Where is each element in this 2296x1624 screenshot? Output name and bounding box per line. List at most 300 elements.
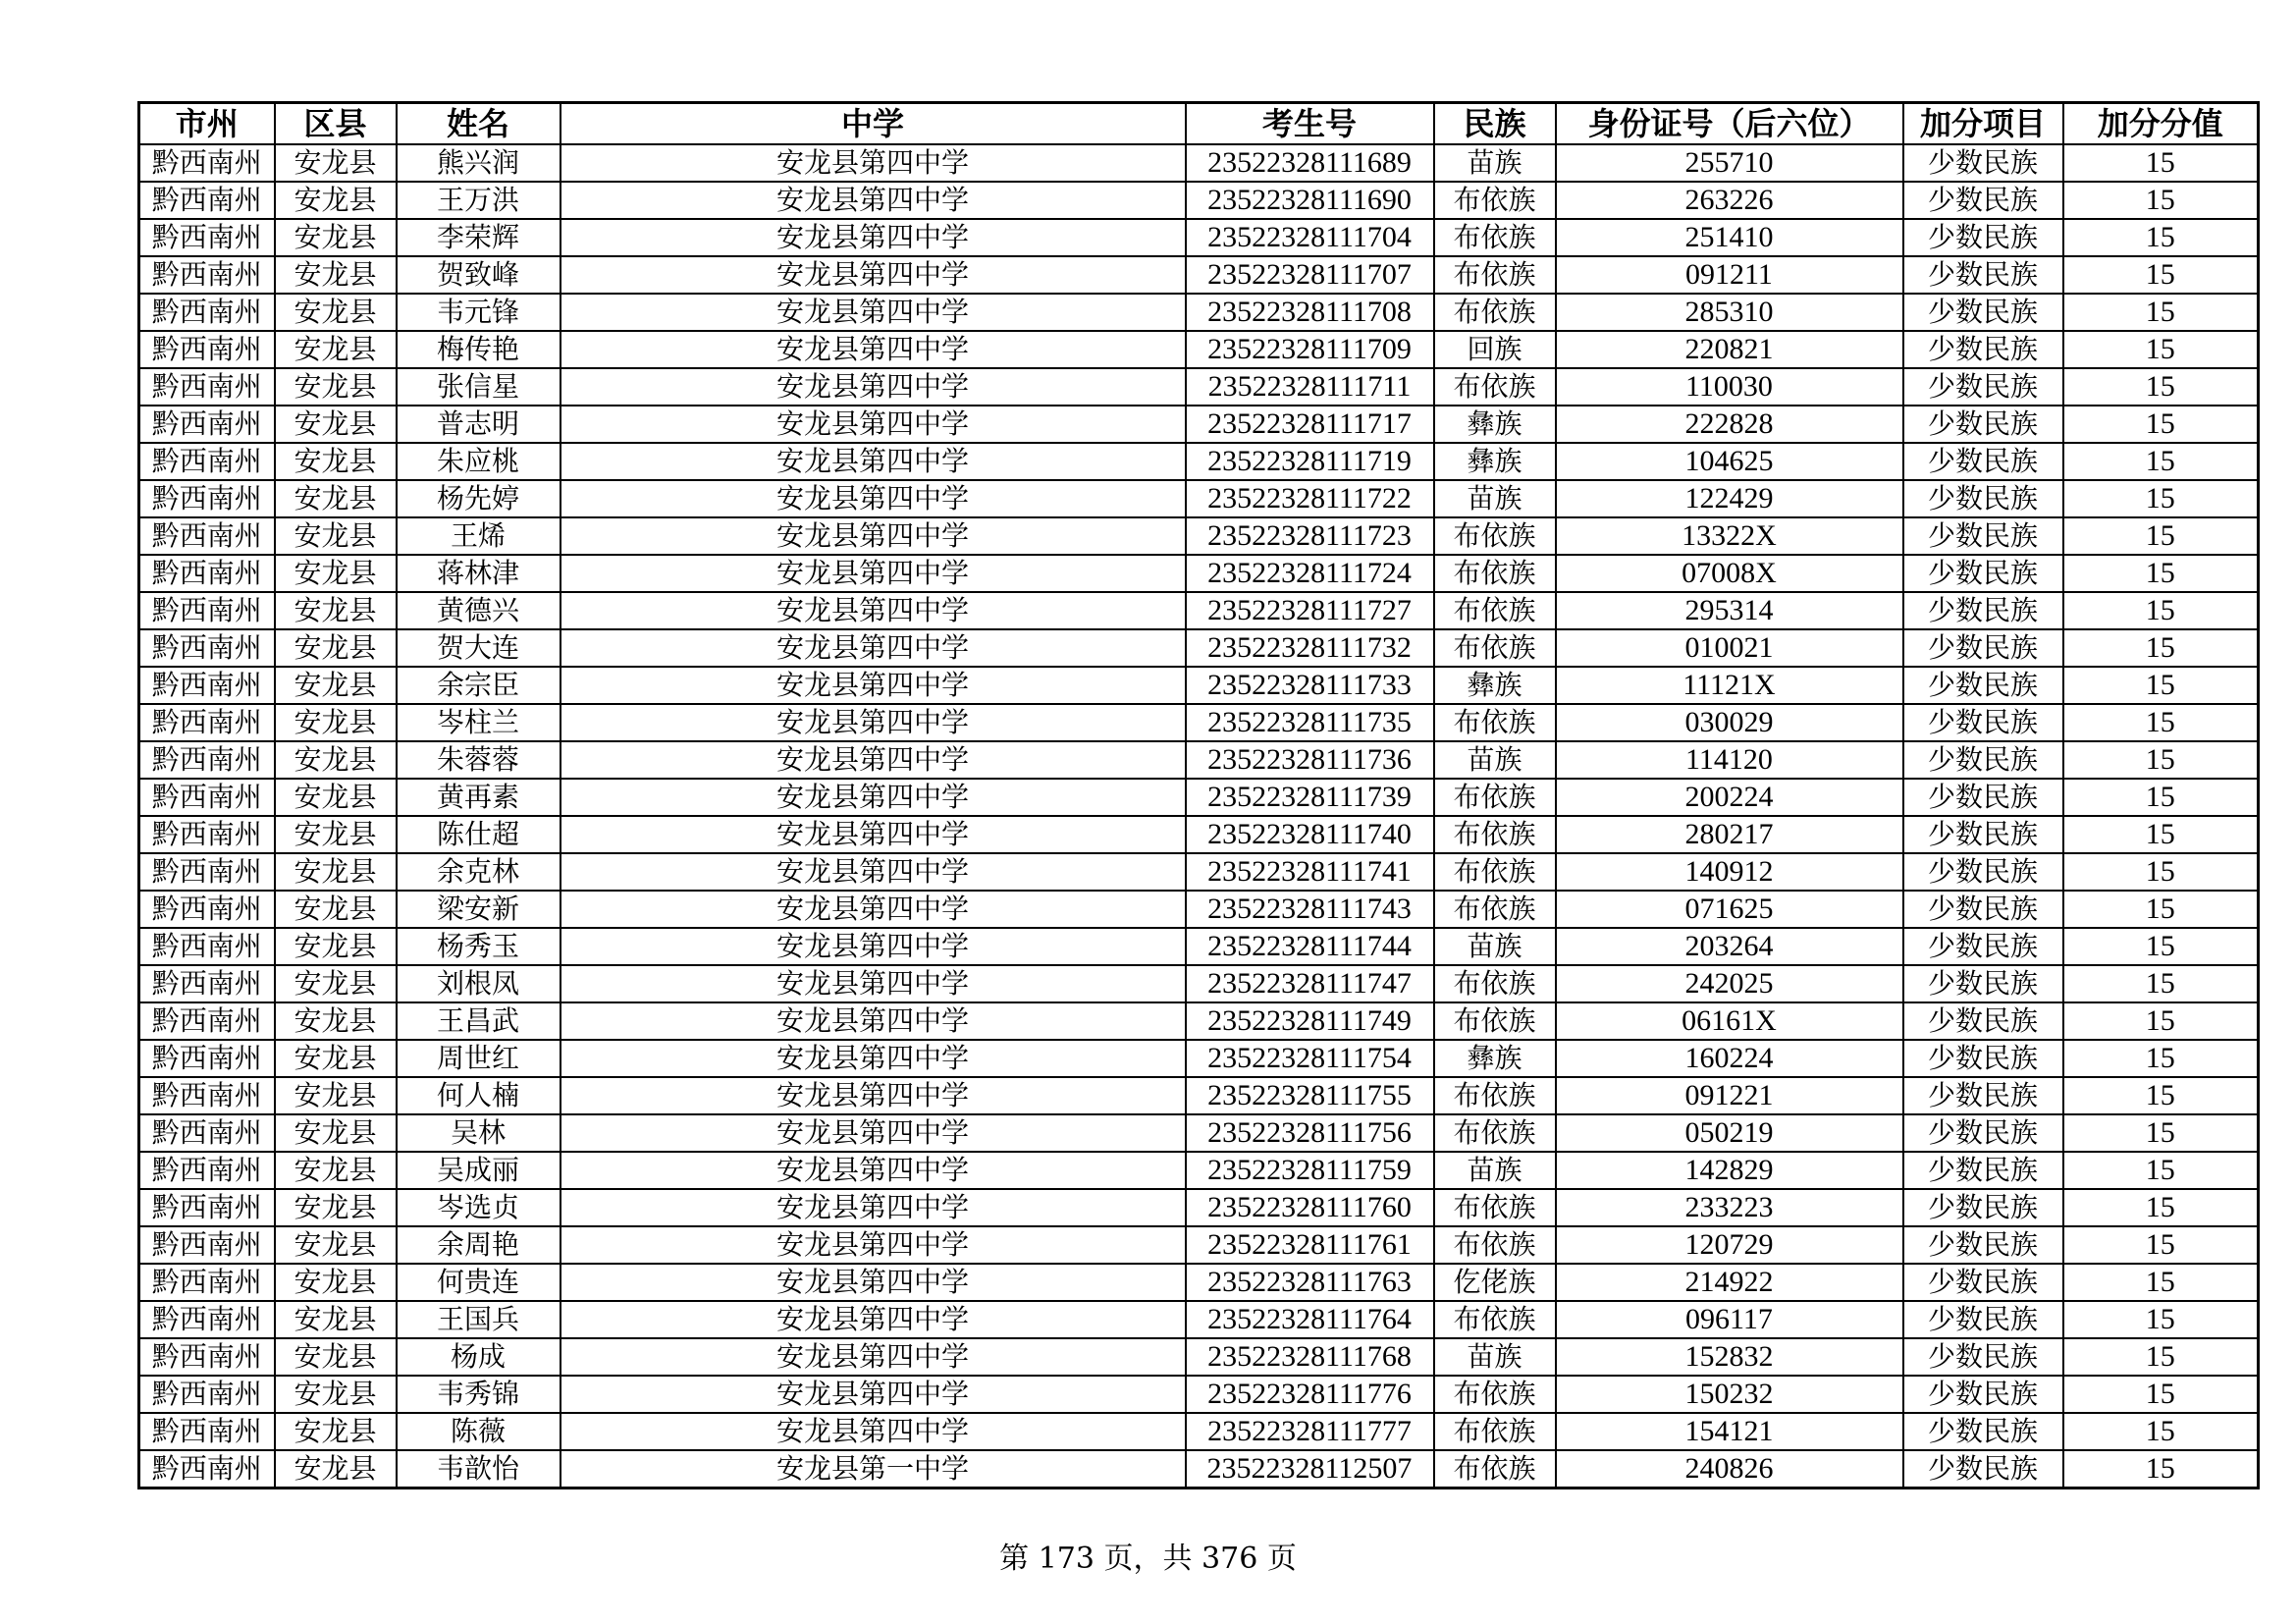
bonus-item-cell: 少数民族	[1903, 1189, 2063, 1226]
ethnicity-cell: 苗族	[1434, 144, 1556, 182]
bonus-score-cell: 15	[2063, 1264, 2259, 1301]
table-row	[139, 853, 2259, 891]
exam-number-cell: 23522328111747	[1186, 965, 1434, 1002]
bonus-score-cell: 15	[2063, 965, 2259, 1002]
id-suffix-cell: 263226	[1556, 182, 1903, 219]
exam-number-cell: 23522328111704	[1186, 219, 1434, 256]
school-cell: 安龙县第四中学	[561, 592, 1186, 629]
table-row	[139, 256, 2259, 294]
name-cell: 余周艳	[397, 1226, 561, 1264]
county-header: 区县	[275, 103, 397, 145]
ethnicity-cell: 布依族	[1434, 891, 1556, 928]
table-row	[139, 1189, 2259, 1226]
id-suffix-cell: 200224	[1556, 779, 1903, 816]
table-row	[139, 182, 2259, 219]
exam-number-cell: 23522328111709	[1186, 331, 1434, 368]
school-cell: 安龙县第四中学	[561, 965, 1186, 1002]
name-cell: 陈仕超	[397, 816, 561, 853]
name-cell: 贺大连	[397, 629, 561, 667]
city-cell: 黔西南州	[139, 928, 275, 965]
city-cell: 黔西南州	[139, 331, 275, 368]
id-suffix-cell: 240826	[1556, 1450, 1903, 1489]
county-cell: 安龙县	[275, 704, 397, 741]
county-cell: 安龙县	[275, 1413, 397, 1450]
id-suffix-cell: 13322X	[1556, 517, 1903, 555]
id-suffix-cell: 142829	[1556, 1152, 1903, 1189]
exam-number-cell: 23522328111743	[1186, 891, 1434, 928]
bonus-score-cell: 15	[2063, 1226, 2259, 1264]
county-cell: 安龙县	[275, 629, 397, 667]
school-cell: 安龙县第四中学	[561, 555, 1186, 592]
city-cell: 黔西南州	[139, 368, 275, 406]
ethnicity-cell: 苗族	[1434, 741, 1556, 779]
ethnicity-cell: 布依族	[1434, 1450, 1556, 1489]
ethnicity-cell: 布依族	[1434, 219, 1556, 256]
exam-number-header: 考生号	[1186, 103, 1434, 145]
exam-number-cell: 23522328111763	[1186, 1264, 1434, 1301]
ethnicity-cell: 布依族	[1434, 1114, 1556, 1152]
id-suffix-cell: 220821	[1556, 331, 1903, 368]
school-cell: 安龙县第四中学	[561, 1002, 1186, 1040]
ethnicity-cell: 布依族	[1434, 1413, 1556, 1450]
id-suffix-cell: 222828	[1556, 406, 1903, 443]
bonus-score-cell: 15	[2063, 667, 2259, 704]
city-cell: 黔西南州	[139, 741, 275, 779]
city-cell: 黔西南州	[139, 1264, 275, 1301]
bonus-score-cell: 15	[2063, 1189, 2259, 1226]
school-cell: 安龙县第四中学	[561, 629, 1186, 667]
id-suffix-cell: 255710	[1556, 144, 1903, 182]
id-suffix-cell: 280217	[1556, 816, 1903, 853]
county-cell: 安龙县	[275, 779, 397, 816]
bonus-item-cell: 少数民族	[1903, 1376, 2063, 1413]
bonus-score-cell: 15	[2063, 331, 2259, 368]
exam-number-cell: 23522328111754	[1186, 1040, 1434, 1077]
bonus-item-cell: 少数民族	[1903, 144, 2063, 182]
city-cell: 黔西南州	[139, 853, 275, 891]
school-cell: 安龙县第四中学	[561, 1376, 1186, 1413]
ethnicity-cell: 彝族	[1434, 1040, 1556, 1077]
ethnicity-cell: 仡佬族	[1434, 1264, 1556, 1301]
name-cell: 韦歆怡	[397, 1450, 561, 1489]
bonus-score-cell: 15	[2063, 891, 2259, 928]
bonus-score-cell: 15	[2063, 1114, 2259, 1152]
school-cell: 安龙县第四中学	[561, 928, 1186, 965]
id-suffix-cell: 091221	[1556, 1077, 1903, 1114]
county-cell: 安龙县	[275, 1040, 397, 1077]
bonus-item-cell: 少数民族	[1903, 853, 2063, 891]
bonus-item-cell: 少数民族	[1903, 219, 2063, 256]
exam-number-cell: 23522328111760	[1186, 1189, 1434, 1226]
id-suffix-cell: 150232	[1556, 1376, 1903, 1413]
exam-number-cell: 23522328111708	[1186, 294, 1434, 331]
id-suffix-cell: 010021	[1556, 629, 1903, 667]
name-cell: 王昌武	[397, 1002, 561, 1040]
ethnicity-cell: 布依族	[1434, 368, 1556, 406]
bonus-score-cell: 15	[2063, 406, 2259, 443]
bonus-item-cell: 少数民族	[1903, 368, 2063, 406]
table-row	[139, 1376, 2259, 1413]
bonus-item-cell: 少数民族	[1903, 816, 2063, 853]
name-cell: 黄再素	[397, 779, 561, 816]
name-cell: 韦秀锦	[397, 1376, 561, 1413]
id-suffix-cell: 160224	[1556, 1040, 1903, 1077]
school-cell: 安龙县第四中学	[561, 1040, 1186, 1077]
table-row	[139, 1114, 2259, 1152]
table-row	[139, 331, 2259, 368]
id-suffix-cell: 251410	[1556, 219, 1903, 256]
ethnicity-cell: 布依族	[1434, 256, 1556, 294]
table-row	[139, 443, 2259, 480]
bonus-score-cell: 15	[2063, 1413, 2259, 1450]
bonus-item-header: 加分项目	[1903, 103, 2063, 145]
exam-number-cell: 23522328112507	[1186, 1450, 1434, 1489]
city-cell: 黔西南州	[139, 256, 275, 294]
school-cell: 安龙县第四中学	[561, 294, 1186, 331]
exam-number-cell: 23522328111722	[1186, 480, 1434, 517]
table-row	[139, 144, 2259, 182]
city-cell: 黔西南州	[139, 629, 275, 667]
ethnicity-cell: 彝族	[1434, 406, 1556, 443]
id-suffix-cell: 096117	[1556, 1301, 1903, 1338]
exam-number-cell: 23522328111690	[1186, 182, 1434, 219]
city-cell: 黔西南州	[139, 1114, 275, 1152]
name-cell: 岑选贞	[397, 1189, 561, 1226]
bonus-score-cell: 15	[2063, 704, 2259, 741]
ethnicity-cell: 布依族	[1434, 1226, 1556, 1264]
id-suffix-cell: 214922	[1556, 1264, 1903, 1301]
name-cell: 何人楠	[397, 1077, 561, 1114]
ethnicity-cell: 彝族	[1434, 443, 1556, 480]
ethnicity-cell: 布依族	[1434, 592, 1556, 629]
id-suffix-cell: 120729	[1556, 1226, 1903, 1264]
id-suffix-cell: 122429	[1556, 480, 1903, 517]
name-cell: 周世红	[397, 1040, 561, 1077]
bonus-score-cell: 15	[2063, 779, 2259, 816]
id-suffix-cell: 285310	[1556, 294, 1903, 331]
exam-number-cell: 23522328111711	[1186, 368, 1434, 406]
bonus-score-cell: 15	[2063, 219, 2259, 256]
exam-number-cell: 23522328111776	[1186, 1376, 1434, 1413]
exam-number-cell: 23522328111735	[1186, 704, 1434, 741]
name-cell: 刘根凤	[397, 965, 561, 1002]
city-cell: 黔西南州	[139, 1002, 275, 1040]
school-cell: 安龙县第四中学	[561, 182, 1186, 219]
id-suffix-header: 身份证号（后六位）	[1556, 103, 1903, 145]
table-row	[139, 1301, 2259, 1338]
bonus-item-cell: 少数民族	[1903, 555, 2063, 592]
ethnicity-cell: 布依族	[1434, 965, 1556, 1002]
ethnicity-cell: 布依族	[1434, 1301, 1556, 1338]
exam-number-cell: 23522328111739	[1186, 779, 1434, 816]
school-cell: 安龙县第四中学	[561, 517, 1186, 555]
bonus-score-cell: 15	[2063, 368, 2259, 406]
county-cell: 安龙县	[275, 853, 397, 891]
bonus-score-cell: 15	[2063, 741, 2259, 779]
name-cell: 梁安新	[397, 891, 561, 928]
bonus-score-cell: 15	[2063, 443, 2259, 480]
city-cell: 黔西南州	[139, 1152, 275, 1189]
school-header: 中学	[561, 103, 1186, 145]
school-cell: 安龙县第一中学	[561, 1450, 1186, 1489]
bonus-item-cell: 少数民族	[1903, 294, 2063, 331]
county-cell: 安龙县	[275, 592, 397, 629]
bonus-score-cell: 15	[2063, 294, 2259, 331]
county-cell: 安龙县	[275, 928, 397, 965]
ethnicity-cell: 布依族	[1434, 294, 1556, 331]
bonus-score-cell: 15	[2063, 1301, 2259, 1338]
name-cell: 韦元锋	[397, 294, 561, 331]
school-cell: 安龙县第四中学	[561, 331, 1186, 368]
exam-number-cell: 23522328111707	[1186, 256, 1434, 294]
bonus-score-cell: 15	[2063, 182, 2259, 219]
county-cell: 安龙县	[275, 1376, 397, 1413]
table-row	[139, 1264, 2259, 1301]
city-cell: 黔西南州	[139, 555, 275, 592]
id-suffix-cell: 152832	[1556, 1338, 1903, 1376]
table-row	[139, 779, 2259, 816]
bonus-item-cell: 少数民族	[1903, 256, 2063, 294]
bonus-score-cell: 15	[2063, 853, 2259, 891]
name-cell: 王烯	[397, 517, 561, 555]
county-cell: 安龙县	[275, 1226, 397, 1264]
school-cell: 安龙县第四中学	[561, 1152, 1186, 1189]
city-cell: 黔西南州	[139, 592, 275, 629]
bonus-score-cell: 15	[2063, 480, 2259, 517]
exam-number-cell: 23522328111727	[1186, 592, 1434, 629]
county-cell: 安龙县	[275, 368, 397, 406]
exam-number-cell: 23522328111777	[1186, 1413, 1434, 1450]
county-cell: 安龙县	[275, 1450, 397, 1489]
name-cell: 王国兵	[397, 1301, 561, 1338]
name-cell: 黄德兴	[397, 592, 561, 629]
school-cell: 安龙县第四中学	[561, 219, 1186, 256]
bonus-item-cell: 少数民族	[1903, 1040, 2063, 1077]
bonus-score-cell: 15	[2063, 592, 2259, 629]
exam-number-cell: 23522328111717	[1186, 406, 1434, 443]
exam-number-cell: 23522328111740	[1186, 816, 1434, 853]
table-row	[139, 517, 2259, 555]
city-cell: 黔西南州	[139, 779, 275, 816]
ethnicity-cell: 布依族	[1434, 1376, 1556, 1413]
table-row	[139, 592, 2259, 629]
ethnicity-cell: 布依族	[1434, 1189, 1556, 1226]
county-cell: 安龙县	[275, 480, 397, 517]
city-cell: 黔西南州	[139, 1077, 275, 1114]
name-cell: 朱蓉蓉	[397, 741, 561, 779]
bonus-score-header: 加分分值	[2063, 103, 2259, 145]
school-cell: 安龙县第四中学	[561, 853, 1186, 891]
school-cell: 安龙县第四中学	[561, 891, 1186, 928]
exam-number-cell: 23522328111759	[1186, 1152, 1434, 1189]
name-cell: 普志明	[397, 406, 561, 443]
school-cell: 安龙县第四中学	[561, 406, 1186, 443]
id-suffix-cell: 110030	[1556, 368, 1903, 406]
name-cell: 李荣辉	[397, 219, 561, 256]
name-cell: 梅传艳	[397, 331, 561, 368]
id-suffix-cell: 091211	[1556, 256, 1903, 294]
table-row	[139, 406, 2259, 443]
id-suffix-cell: 11121X	[1556, 667, 1903, 704]
bonus-score-cell: 15	[2063, 1376, 2259, 1413]
county-cell: 安龙县	[275, 1301, 397, 1338]
school-cell: 安龙县第四中学	[561, 704, 1186, 741]
school-cell: 安龙县第四中学	[561, 667, 1186, 704]
county-cell: 安龙县	[275, 667, 397, 704]
city-cell: 黔西南州	[139, 182, 275, 219]
bonus-item-cell: 少数民族	[1903, 182, 2063, 219]
city-cell: 黔西南州	[139, 443, 275, 480]
ethnicity-cell: 彝族	[1434, 667, 1556, 704]
county-cell: 安龙县	[275, 517, 397, 555]
name-cell: 杨先婷	[397, 480, 561, 517]
table-row	[139, 555, 2259, 592]
city-cell: 黔西南州	[139, 965, 275, 1002]
county-cell: 安龙县	[275, 1152, 397, 1189]
name-cell: 王万洪	[397, 182, 561, 219]
ethnicity-cell: 苗族	[1434, 1338, 1556, 1376]
table-row	[139, 1077, 2259, 1114]
bonus-score-cell: 15	[2063, 555, 2259, 592]
bonus-item-cell: 少数民族	[1903, 965, 2063, 1002]
bonus-item-cell: 少数民族	[1903, 1413, 2063, 1450]
name-cell: 杨成	[397, 1338, 561, 1376]
table-row	[139, 294, 2259, 331]
school-cell: 安龙县第四中学	[561, 1264, 1186, 1301]
table-row	[139, 704, 2259, 741]
school-cell: 安龙县第四中学	[561, 1338, 1186, 1376]
bonus-score-cell: 15	[2063, 1152, 2259, 1189]
bonus-item-cell: 少数民族	[1903, 517, 2063, 555]
ethnicity-cell: 布依族	[1434, 779, 1556, 816]
county-cell: 安龙县	[275, 443, 397, 480]
bonus-item-cell: 少数民族	[1903, 1002, 2063, 1040]
name-header: 姓名	[397, 103, 561, 145]
city-cell: 黔西南州	[139, 1338, 275, 1376]
id-suffix-cell: 050219	[1556, 1114, 1903, 1152]
bonus-item-cell: 少数民族	[1903, 1450, 2063, 1489]
id-suffix-cell: 233223	[1556, 1189, 1903, 1226]
bonus-score-cell: 15	[2063, 928, 2259, 965]
exam-number-cell: 23522328111733	[1186, 667, 1434, 704]
school-cell: 安龙县第四中学	[561, 1226, 1186, 1264]
score-bonus-table	[137, 101, 2260, 1489]
table-row	[139, 629, 2259, 667]
bonus-score-cell: 15	[2063, 1450, 2259, 1489]
table-row	[139, 1040, 2259, 1077]
school-cell: 安龙县第四中学	[561, 368, 1186, 406]
exam-number-cell: 23522328111741	[1186, 853, 1434, 891]
exam-number-cell: 23522328111732	[1186, 629, 1434, 667]
name-cell: 吴成丽	[397, 1152, 561, 1189]
name-cell: 陈薇	[397, 1413, 561, 1450]
id-suffix-cell: 154121	[1556, 1413, 1903, 1450]
table-row	[139, 1450, 2259, 1489]
id-suffix-cell: 071625	[1556, 891, 1903, 928]
exam-number-cell: 23522328111764	[1186, 1301, 1434, 1338]
table-body	[139, 144, 2259, 1489]
city-cell: 黔西南州	[139, 219, 275, 256]
table-row	[139, 928, 2259, 965]
bonus-score-cell: 15	[2063, 1338, 2259, 1376]
school-cell: 安龙县第四中学	[561, 480, 1186, 517]
id-suffix-cell: 030029	[1556, 704, 1903, 741]
county-cell: 安龙县	[275, 182, 397, 219]
ethnicity-cell: 苗族	[1434, 928, 1556, 965]
page-footer: 第 173 页，共 376 页	[999, 1542, 1297, 1576]
county-cell: 安龙县	[275, 1264, 397, 1301]
city-cell: 黔西南州	[139, 891, 275, 928]
school-cell: 安龙县第四中学	[561, 741, 1186, 779]
bonus-item-cell: 少数民族	[1903, 891, 2063, 928]
ethnicity-cell: 布依族	[1434, 1077, 1556, 1114]
ethnicity-cell: 布依族	[1434, 517, 1556, 555]
table-row	[139, 667, 2259, 704]
city-cell: 黔西南州	[139, 406, 275, 443]
bonus-item-cell: 少数民族	[1903, 928, 2063, 965]
bonus-score-cell: 15	[2063, 1002, 2259, 1040]
county-cell: 安龙县	[275, 816, 397, 853]
exam-number-cell: 23522328111689	[1186, 144, 1434, 182]
id-suffix-cell: 104625	[1556, 443, 1903, 480]
school-cell: 安龙县第四中学	[561, 256, 1186, 294]
bonus-item-cell: 少数民族	[1903, 331, 2063, 368]
table-row	[139, 1226, 2259, 1264]
ethnicity-cell: 布依族	[1434, 1002, 1556, 1040]
ethnicity-cell: 回族	[1434, 331, 1556, 368]
bonus-item-cell: 少数民族	[1903, 592, 2063, 629]
bonus-item-cell: 少数民族	[1903, 480, 2063, 517]
ethnicity-cell: 布依族	[1434, 629, 1556, 667]
school-cell: 安龙县第四中学	[561, 443, 1186, 480]
exam-number-cell: 23522328111755	[1186, 1077, 1434, 1114]
id-suffix-cell: 114120	[1556, 741, 1903, 779]
school-cell: 安龙县第四中学	[561, 1413, 1186, 1450]
name-cell: 熊兴润	[397, 144, 561, 182]
bonus-item-cell: 少数民族	[1903, 1264, 2063, 1301]
county-cell: 安龙县	[275, 1189, 397, 1226]
bonus-item-cell: 少数民族	[1903, 779, 2063, 816]
table-row	[139, 1002, 2259, 1040]
id-suffix-cell: 140912	[1556, 853, 1903, 891]
ethnicity-cell: 苗族	[1434, 480, 1556, 517]
ethnicity-cell: 布依族	[1434, 555, 1556, 592]
bonus-item-cell: 少数民族	[1903, 1226, 2063, 1264]
ethnicity-header: 民族	[1434, 103, 1556, 145]
bonus-item-cell: 少数民族	[1903, 1114, 2063, 1152]
exam-number-cell: 23522328111749	[1186, 1002, 1434, 1040]
bonus-item-cell: 少数民族	[1903, 741, 2063, 779]
city-cell: 黔西南州	[139, 1189, 275, 1226]
county-cell: 安龙县	[275, 891, 397, 928]
table-row	[139, 480, 2259, 517]
county-cell: 安龙县	[275, 331, 397, 368]
name-cell: 余克林	[397, 853, 561, 891]
exam-number-cell: 23522328111719	[1186, 443, 1434, 480]
table-row	[139, 816, 2259, 853]
table-header-row	[139, 103, 2259, 145]
school-cell: 安龙县第四中学	[561, 1189, 1186, 1226]
bonus-score-cell: 15	[2063, 629, 2259, 667]
name-cell: 张信星	[397, 368, 561, 406]
school-cell: 安龙县第四中学	[561, 1077, 1186, 1114]
ethnicity-cell: 布依族	[1434, 853, 1556, 891]
id-suffix-cell: 07008X	[1556, 555, 1903, 592]
ethnicity-cell: 苗族	[1434, 1152, 1556, 1189]
bonus-item-cell: 少数民族	[1903, 1077, 2063, 1114]
id-suffix-cell: 242025	[1556, 965, 1903, 1002]
school-cell: 安龙县第四中学	[561, 144, 1186, 182]
